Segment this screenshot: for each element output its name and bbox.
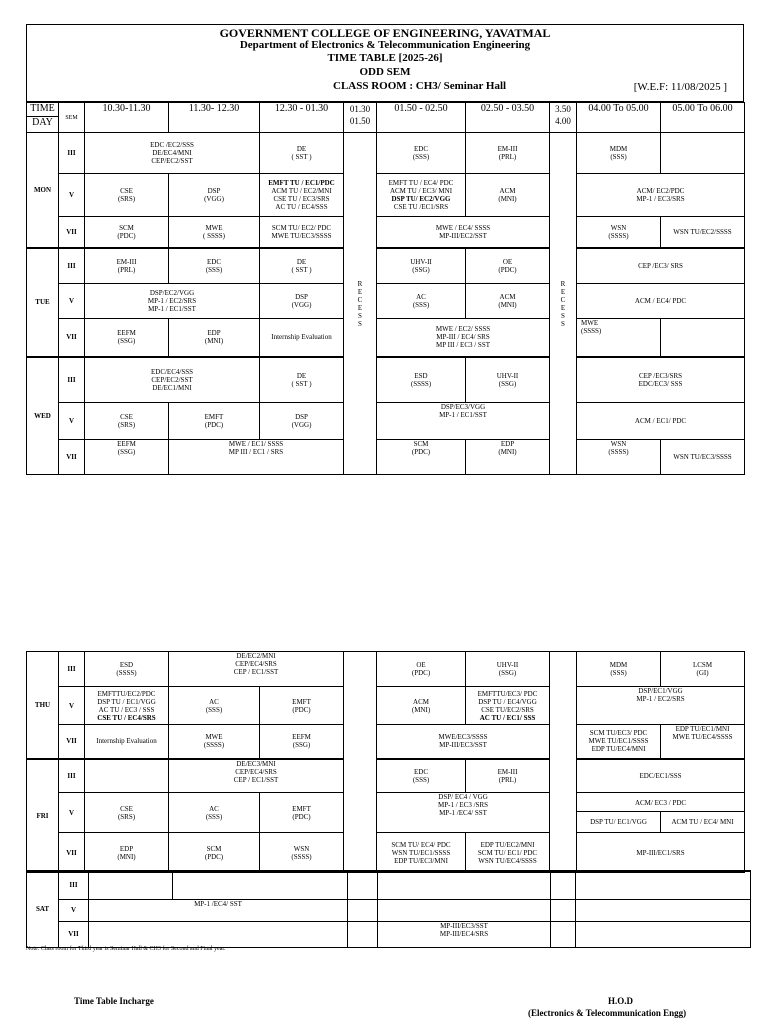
table-row xyxy=(27,217,745,248)
sem-v: V xyxy=(59,793,85,833)
day-thu: THU xyxy=(27,652,59,759)
table-row xyxy=(27,921,751,947)
day-sat: SAT xyxy=(27,871,59,947)
slot-cell xyxy=(85,687,169,725)
slot-line: EMFT TU / EC1/PDC xyxy=(268,179,335,187)
recess-column: R E C E S S xyxy=(344,133,377,475)
hod-department: (Electronics & Telecommunication Engg) xyxy=(528,1008,687,1018)
slot-cell: CSE (SRS) xyxy=(85,403,169,440)
day-mon: MON xyxy=(27,133,59,248)
slot-cell: MWE / EC4/ SSSS MP-III/EC2/SST xyxy=(377,217,550,248)
slot-cell: Internship Evaluation xyxy=(260,319,344,357)
slot-cell: EDP (MNI) xyxy=(85,833,169,873)
slot-cell: EEFM (SSG) xyxy=(85,319,169,357)
sem-iii: III xyxy=(59,133,85,174)
table-row xyxy=(27,899,751,921)
timetable-top xyxy=(26,102,745,475)
sem-v: V xyxy=(59,174,85,217)
time-slot: 01.50 - 02.50 xyxy=(377,103,466,133)
slot-cell xyxy=(348,899,378,921)
slot-cell: WSN TU/EC3/SSSS xyxy=(661,440,745,475)
slot-cell: DSP (VGG) xyxy=(260,284,344,319)
slot-line: EMFTTU/EC3/ PDC DSP TU / EC4/VGG CSE TU/EC2/SRS xyxy=(477,689,538,714)
slot-cell xyxy=(173,871,348,899)
slot-cell: EDC/EC1/SSS xyxy=(577,759,745,793)
slot-cell xyxy=(551,899,576,921)
slot-line: DSP TU/ EC2/VGG xyxy=(391,195,451,203)
slot-cell: ACM/ EC2/PDC MP-1 / EC3/SRS xyxy=(577,174,745,217)
slot-cell: ACM (MNI) xyxy=(466,284,550,319)
slot-cell: AC (SSS) xyxy=(169,793,260,833)
slot-cell: EMFT (PDC) xyxy=(260,793,344,833)
slot-cell: ACM (MNI) xyxy=(377,687,466,725)
slot-cell: EDP (MNI) xyxy=(466,440,550,475)
slot-line: CSE TU / EC4/SRS xyxy=(97,713,156,722)
slot-cell xyxy=(551,921,576,947)
slot-line: ACM TU / EC4/ MNI xyxy=(671,817,734,826)
slot-cell: MP-III/EC1/SRS xyxy=(577,833,745,873)
slot-cell: DE ( SST ) xyxy=(260,133,344,174)
slot-cell: EMFT (PDC) xyxy=(260,687,344,725)
slot-cell xyxy=(378,899,551,921)
sem-vii: VII xyxy=(59,921,89,947)
slot-cell: DE ( SST ) xyxy=(260,248,344,284)
sem-v: V xyxy=(59,403,85,440)
table-row xyxy=(27,133,745,174)
slot-cell: EEFM (SSG) xyxy=(260,725,344,759)
slot-cell xyxy=(89,921,348,947)
slot-cell: MDM (SSS) xyxy=(577,133,661,174)
sem-v: V xyxy=(59,687,85,725)
slot-line: ACM/ EC3 / PDC xyxy=(577,794,744,812)
slot-cell: WSN (SSSS) xyxy=(260,833,344,873)
day-fri: FRI xyxy=(27,759,59,873)
time-slot: 05.00 To 06.00 xyxy=(661,103,745,133)
time-slot: 11.30- 12.30 xyxy=(169,103,260,133)
slot-cell: DE ( SST ) xyxy=(260,357,344,403)
timetable-sat xyxy=(26,870,751,948)
slot-cell: ACM / EC1/ PDC xyxy=(577,403,745,440)
slot-cell: EDC/EC4/SSS CEP/EC2/SST DE/EC1/MNI xyxy=(85,357,260,403)
table-row xyxy=(27,440,745,475)
day-wed: WED xyxy=(27,357,59,475)
sem-v: V xyxy=(59,284,85,319)
slot-cell: AC (SSS) xyxy=(377,284,466,319)
slot-cell: CSE (SRS) xyxy=(85,793,169,833)
slot-cell: EDC (SSS) xyxy=(169,248,260,284)
hod-signature: H.O.D xyxy=(608,996,634,1006)
table-row xyxy=(27,759,745,793)
sem-iii: III xyxy=(59,652,85,687)
slot-cell xyxy=(378,871,551,899)
slot-cell: UHV-II (SSG) xyxy=(466,357,550,403)
slot-cell: WSN (SSSS) xyxy=(577,217,661,248)
classroom-label: CLASS ROOM : CH3/ Seminar Hall xyxy=(333,80,507,92)
slot-cell: ACM / EC4/ PDC xyxy=(577,284,745,319)
slot-cell: DSP (VGG) xyxy=(169,174,260,217)
sem-iii: III xyxy=(59,759,85,793)
table-row xyxy=(27,871,751,899)
slot-cell: MWE / EC1/ SSSS MP III / EC1 / SRS xyxy=(169,440,344,475)
slot-cell: DSP/EC1/VGG MP-1 / EC2/SRS xyxy=(577,687,745,725)
day-label: DAY xyxy=(32,117,53,128)
table-row xyxy=(27,793,745,833)
slot-line: AC TU / EC1/ SSS xyxy=(479,713,536,722)
wef-date: [W.E.F: 11/08/2025 ] xyxy=(633,81,727,93)
slot-cell: MDM (SSS) xyxy=(577,652,661,687)
slot-cell: ESD (SSSS) xyxy=(85,652,169,687)
slot-cell: OE (PDC) xyxy=(377,652,466,687)
time-slot: 10.30-11.30 xyxy=(85,103,169,133)
slot-cell xyxy=(661,319,745,357)
footer-note: Note: Class room for Third year is Seminar Hall & CH3 for Second and Final year. xyxy=(26,946,226,952)
slot-cell: MWE (SSSS) xyxy=(577,319,661,357)
time-slot: 01.30 01.50 xyxy=(344,103,377,133)
slot-cell xyxy=(576,921,751,947)
slot-cell: SCM (PDC) xyxy=(377,440,466,475)
slot-cell xyxy=(89,871,173,899)
recess-column xyxy=(550,652,577,873)
slot-line: EMFTTU/EC2/PDC DSP TU / EC1/VGG AC TU / EC3 / SSS xyxy=(97,689,156,714)
slot-cell: EEFM (SSG) xyxy=(85,440,169,475)
slot-line: DSP TU/ EC1/VGG xyxy=(577,812,661,832)
sem-iii: III xyxy=(59,248,85,284)
slot-cell: Internship Evaluation xyxy=(85,725,169,759)
table-row xyxy=(27,725,745,759)
time-slot: 02.50 - 03.50 xyxy=(466,103,550,133)
slot-cell: DSP/ EC4 / VGG MP-1 / EC3 /SRS MP-1 /EC4/ SST xyxy=(377,793,550,833)
timetable-title: TIME TABLE [2025-26] xyxy=(327,52,443,64)
table-row xyxy=(27,357,745,403)
slot-cell: WSN TU/EC2/SSSS xyxy=(661,217,745,248)
slot-cell: ESD (SSSS) xyxy=(377,357,466,403)
department-name: Department of Electronics & Telecommunication Engineering xyxy=(239,39,531,51)
time-slot: 04.00 To 05.00 xyxy=(577,103,661,133)
time-day-header xyxy=(27,103,59,133)
sem-label: SEM xyxy=(59,103,85,133)
slot-cell: EDP TU/EC2/MNI SCM TU/ EC1/ PDC WSN TU/EC4/SSSS xyxy=(466,833,550,873)
sem-v: V xyxy=(59,899,89,921)
slot-cell: EDC (SSS) xyxy=(377,133,466,174)
slot-cell: EDP (MNI) xyxy=(169,319,260,357)
time-label: TIME xyxy=(27,103,58,117)
slot-cell: UHV-II (SSG) xyxy=(466,652,550,687)
slot-cell: UHV-II (SSG) xyxy=(377,248,466,284)
college-name: GOVERNMENT COLLEGE OF ENGINEERING, YAVATMAL xyxy=(219,26,551,40)
slot-cell: MWE ( SSSS) xyxy=(169,217,260,248)
slot-cell: EM-III (PRL) xyxy=(85,248,169,284)
sem-vii: VII xyxy=(59,217,85,248)
slot-cell xyxy=(348,871,378,899)
sem-vii: VII xyxy=(59,833,85,873)
table-row xyxy=(27,652,745,687)
table-row xyxy=(27,403,745,440)
slot-cell: EDC (SSS) xyxy=(377,759,466,793)
table-row xyxy=(27,833,745,873)
slot-cell: MWE (SSSS) xyxy=(169,725,260,759)
recess-column xyxy=(344,652,377,873)
slot-cell: CSE (SRS) xyxy=(85,174,169,217)
slot-line: ACM TU / EC2/MNI CSE TU / EC3/SRS AC TU / EC4/SSS xyxy=(271,187,332,211)
slot-cell: DE/EC3/MNI CEP/EC4/SRS CEP / EC1/SST xyxy=(169,759,344,793)
table-row xyxy=(27,174,745,217)
slot-cell xyxy=(551,871,576,899)
slot-cell: EDP TU/EC1/MNI MWE TU/EC4/SSSS xyxy=(661,725,745,759)
slot-cell: SCM TU/EC3/ PDC MWE TU/EC1/SSSS EDP TU/EC4/MNI xyxy=(577,725,661,759)
slot-cell: MWE / EC2/ SSSS MP-III / EC4/ SRS MP III / EC3 / SST xyxy=(377,319,550,357)
slot-cell xyxy=(576,899,751,921)
slot-cell xyxy=(661,133,745,174)
slot-cell: ACM (MNI) xyxy=(466,174,550,217)
slot-cell: DSP/EC2/VGG MP-1 / EC2/SRS MP-1 / EC1/SST xyxy=(85,284,260,319)
slot-cell: LCSM (GI) xyxy=(661,652,745,687)
slot-cell xyxy=(466,687,550,725)
sem-iii: III xyxy=(59,357,85,403)
table-row xyxy=(27,248,745,284)
time-slot: 12.30 - 01.30 xyxy=(260,103,344,133)
slot-line: EMFT TU / EC4/ PDC ACM TU / EC3/ MNI xyxy=(388,179,454,195)
slot-cell: EMFT (PDC) xyxy=(169,403,260,440)
slot-cell: OE (PDC) xyxy=(466,248,550,284)
slot-cell xyxy=(348,921,378,947)
semester-label: ODD SEM xyxy=(359,66,411,78)
time-header-row xyxy=(27,103,745,133)
slot-cell xyxy=(260,174,344,217)
timetable-bottom xyxy=(26,651,745,873)
slot-cell: MWE/EC3/SSSS MP-III/EC3/SST xyxy=(377,725,550,759)
slot-split xyxy=(577,812,744,832)
sem-iii: III xyxy=(59,871,89,899)
slot-cell: MP-1 /EC4/ SST xyxy=(89,899,348,921)
slot-cell: DSP/EC3/VGG MP-1 / EC1/SST xyxy=(377,403,550,440)
slot-cell: SCM (PDC) xyxy=(169,833,260,873)
slot-cell: EM-III (PRL) xyxy=(466,133,550,174)
time-slot: 3.50 4.00 xyxy=(550,103,577,133)
table-row xyxy=(27,284,745,319)
slot-cell: WSN (SSSS) xyxy=(577,440,661,475)
slot-cell: CEP /EC3/ SRS xyxy=(577,248,745,284)
slot-cell: AC (SSS) xyxy=(169,687,260,725)
slot-cell: SCM (PDC) xyxy=(85,217,169,248)
slot-cell: EDC /EC2/SSS DE/EC4/MNI CEP/EC2/SST xyxy=(85,133,260,174)
slot-cell: CEP /EC3/SRS EDC/EC3/ SSS xyxy=(577,357,745,403)
slot-cell: SCM TU/ EC2/ PDC MWE TU/EC3/SSSS xyxy=(260,217,344,248)
slot-cell xyxy=(577,793,745,833)
slot-cell: DE/EC2/MNI CEP/EC4/SRS CEP / EC1/SST xyxy=(169,652,344,687)
slot-cell xyxy=(377,174,466,217)
slot-line: CSE TU /EC1/SRS xyxy=(393,203,449,211)
recess-column: R E C E S S xyxy=(550,133,577,475)
sem-vii: VII xyxy=(59,319,85,357)
slot-cell: SCM TU/ EC4/ PDC WSN TU/EC1/SSSS EDP TU/EC3/MNI xyxy=(377,833,466,873)
slot-cell: DSP (VGG) xyxy=(260,403,344,440)
sem-vii: VII xyxy=(59,440,85,475)
table-row xyxy=(27,687,745,725)
timetable-header xyxy=(26,24,744,102)
slot-cell xyxy=(576,871,751,899)
slot-cell: MP-III/EC3/SST MP-III/EC4/SRS xyxy=(378,921,551,947)
slot-cell xyxy=(85,759,169,793)
timetable-incharge-signature: Time Table Incharge xyxy=(74,996,154,1006)
day-tue: TUE xyxy=(27,248,59,357)
table-row xyxy=(27,319,745,357)
slot-cell: EM-III (PRL) xyxy=(466,759,550,793)
sem-vii: VII xyxy=(59,725,85,759)
